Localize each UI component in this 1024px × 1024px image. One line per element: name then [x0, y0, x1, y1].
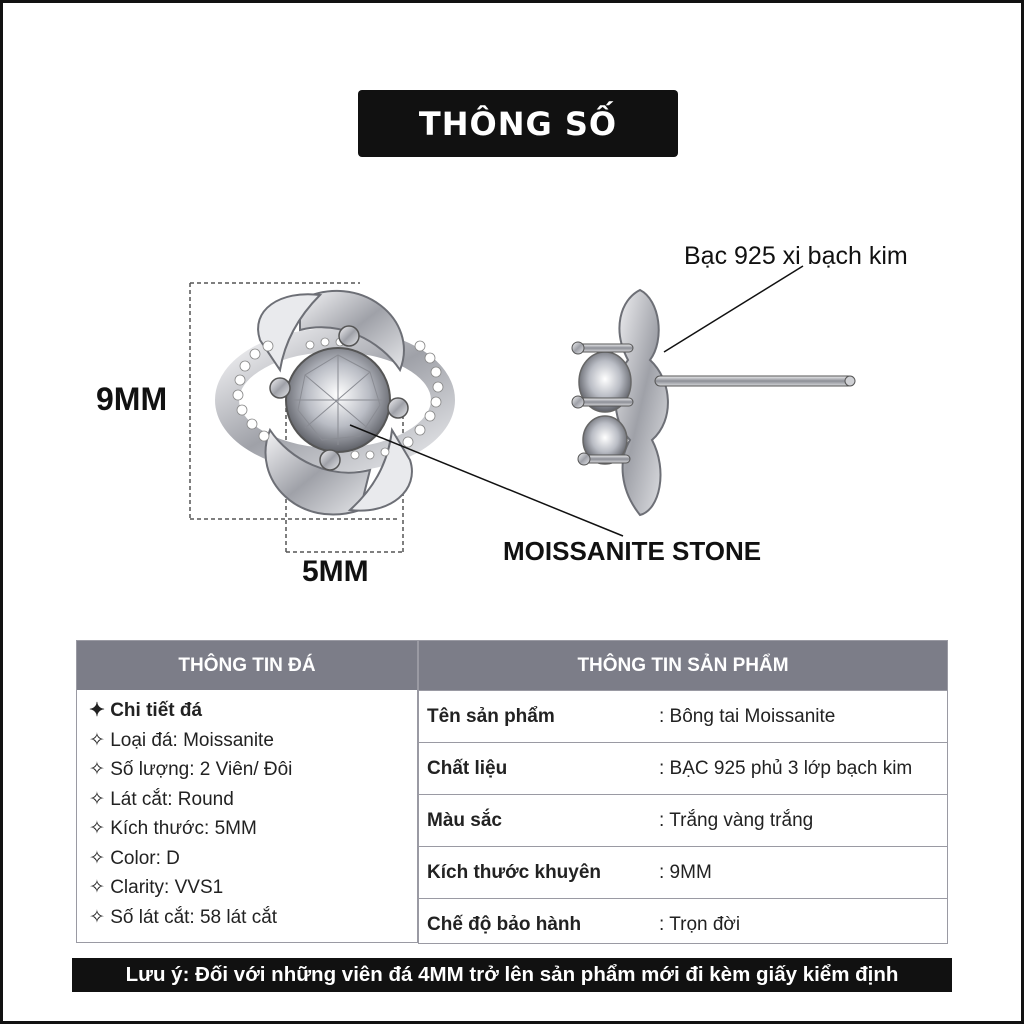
earring-side-view: [572, 290, 855, 515]
row-value: : Trắng vàng trắng: [659, 809, 814, 831]
row-key: Chất liệu: [427, 757, 508, 779]
row-value: : Bông tai Moissanite: [659, 705, 836, 727]
list-item: ✧ Color: D: [89, 847, 180, 869]
height-dimension-label: 9MM: [96, 381, 168, 417]
product-table-header: THÔNG TIN SẢN PHẨM: [419, 641, 947, 690]
stone-info-list: [77, 690, 417, 938]
row-value: : 9MM: [659, 861, 712, 883]
note-banner: Lưu ý: Đối với những viên đá 4MM trở lên sản phẩm mới đi kèm giấy kiểm định: [72, 958, 952, 992]
table-row: [419, 690, 947, 742]
table-row: [419, 794, 947, 846]
stone-width-dimension-label: 5MM: [302, 555, 369, 588]
table-row: [419, 898, 947, 950]
stone-callout: MOISSANITE STONE: [503, 536, 762, 566]
row-key: Màu sắc: [427, 809, 502, 831]
list-item: ✧ Kích thước: 5MM: [89, 818, 257, 839]
table-row: [419, 846, 947, 898]
row-value: : BẠC 925 phủ 3 lớp bạch kim: [659, 757, 913, 779]
stone-info-table: [76, 640, 418, 943]
earring-front-view: [227, 290, 443, 515]
product-info-table: [418, 640, 948, 944]
list-item: ✧ Lát cắt: Round: [89, 788, 234, 810]
stone-table-header: THÔNG TIN ĐÁ: [77, 641, 417, 690]
table-row: [419, 742, 947, 794]
row-key: Kích thước khuyên: [427, 861, 602, 883]
row-value: : Trọn đời: [659, 913, 741, 935]
list-item: ✧ Số lượng: 2 Viên/ Đôi: [89, 759, 293, 780]
list-item: ✧ Clarity: VVS1: [89, 877, 224, 898]
page-title: THÔNG SỐ: [358, 90, 678, 157]
row-key: Tên sản phẩm: [427, 705, 555, 727]
list-item: ✧ Loại đá: Moissanite: [89, 729, 274, 751]
material-callout: Bạc 925 xi bạch kim: [684, 242, 908, 270]
list-item: ✧ Số lát cắt: 58 lát cắt: [89, 906, 278, 928]
material-leader-line: [664, 266, 803, 352]
row-key: Chế độ bảo hành: [427, 913, 582, 935]
stone-detail-heading: ✦ Chi tiết đá: [89, 700, 203, 721]
